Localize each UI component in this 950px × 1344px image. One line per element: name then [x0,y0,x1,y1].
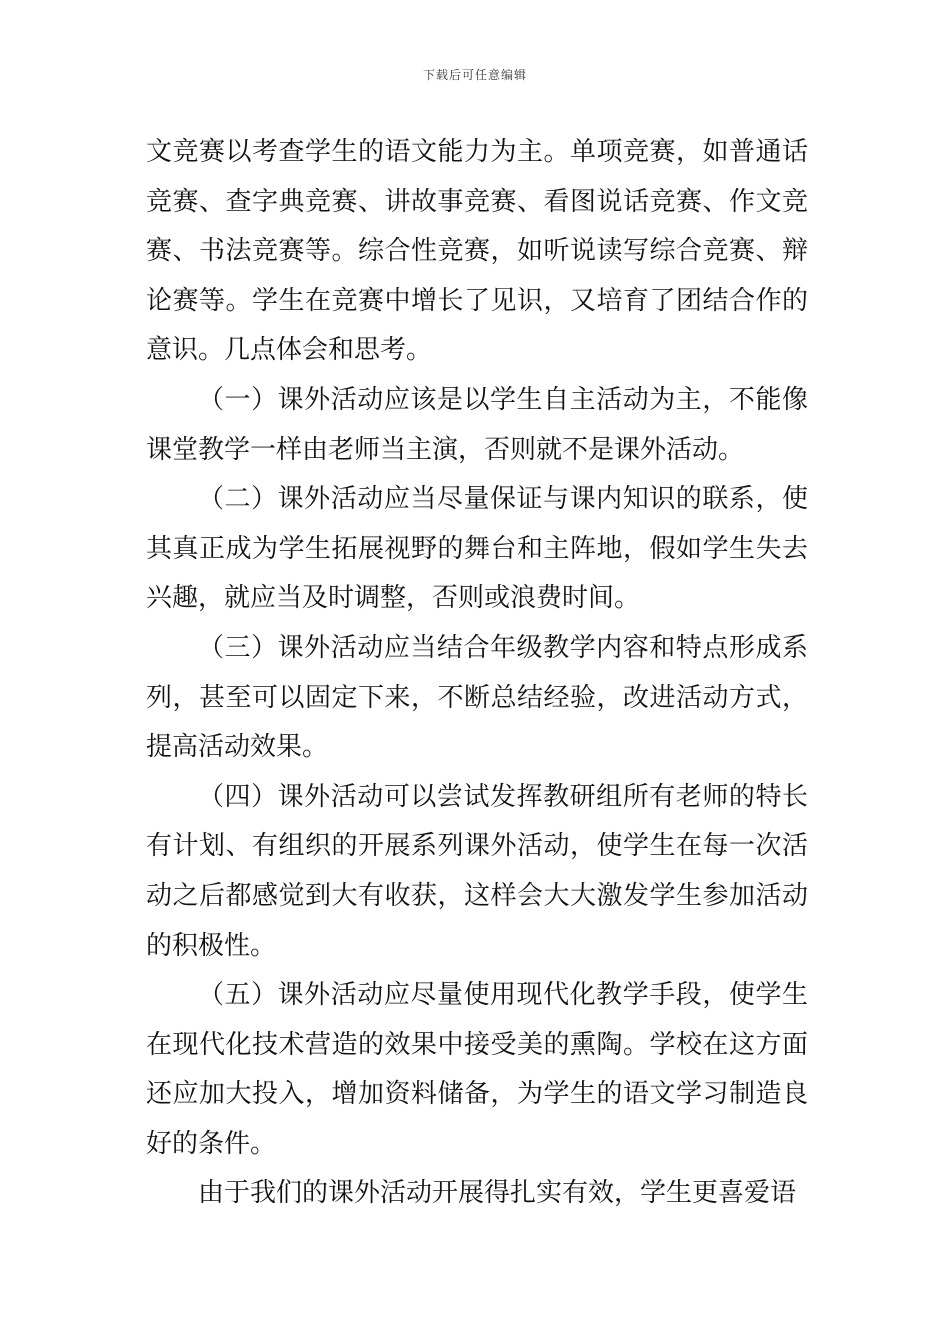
paragraph-point-4: （四）课外活动可以尝试发挥教研组所有老师的特长有计划、有组织的开展系列课外活动，使学生在每一次活动之后都感觉到大有收获，这样会大大激发学生参加活动的积极性。 [146,781,808,961]
paragraph-point-2: （二）课外活动应当尽量保证与课内知识的联系，使其真正成为学生拓展视野的舞台和主阵地，假如学生失去兴趣，就应当及时调整，否则或浪费时间。 [146,484,808,614]
paragraph-point-1: （一）课外活动应该是以学生自主活动为主，不能像课堂教学一样由老师当主演，否则就不是课外活动。 [146,384,808,465]
document-body [146,128,808,1219]
paragraph-point-3: （三）课外活动应当结合年级教学内容和特点形成系列，甚至可以固定下来，不断总结经验，改进活动方式，提高活动效果。 [146,632,808,763]
paragraph-point-5: （五）课外活动应尽量使用现代化教学手段，使学生在现代化技术营造的效果中接受美的熏陶。学校在这方面还应加大投入，增加资料储备，为学生的语文学习制造良好的条件。 [146,980,808,1159]
paragraph-conclusion: 由于我们的课外活动开展得扎实有效，学生更喜爱语 [198,1178,797,1209]
header-note: 下载后可任意编辑 [422,68,527,82]
paragraph-continuation: 文竞赛以考查学生的语文能力为主。单项竞赛，如普通话竞赛、查字典竞赛、讲故事竞赛、看图说话竞赛、作文竞赛、书法竞赛等。综合性竞赛，如听说读写综合竞赛、辩论赛等。学生在竞赛中增长了见识，又培育了团结合作的意识。几点体会和思考。 [146,137,808,366]
